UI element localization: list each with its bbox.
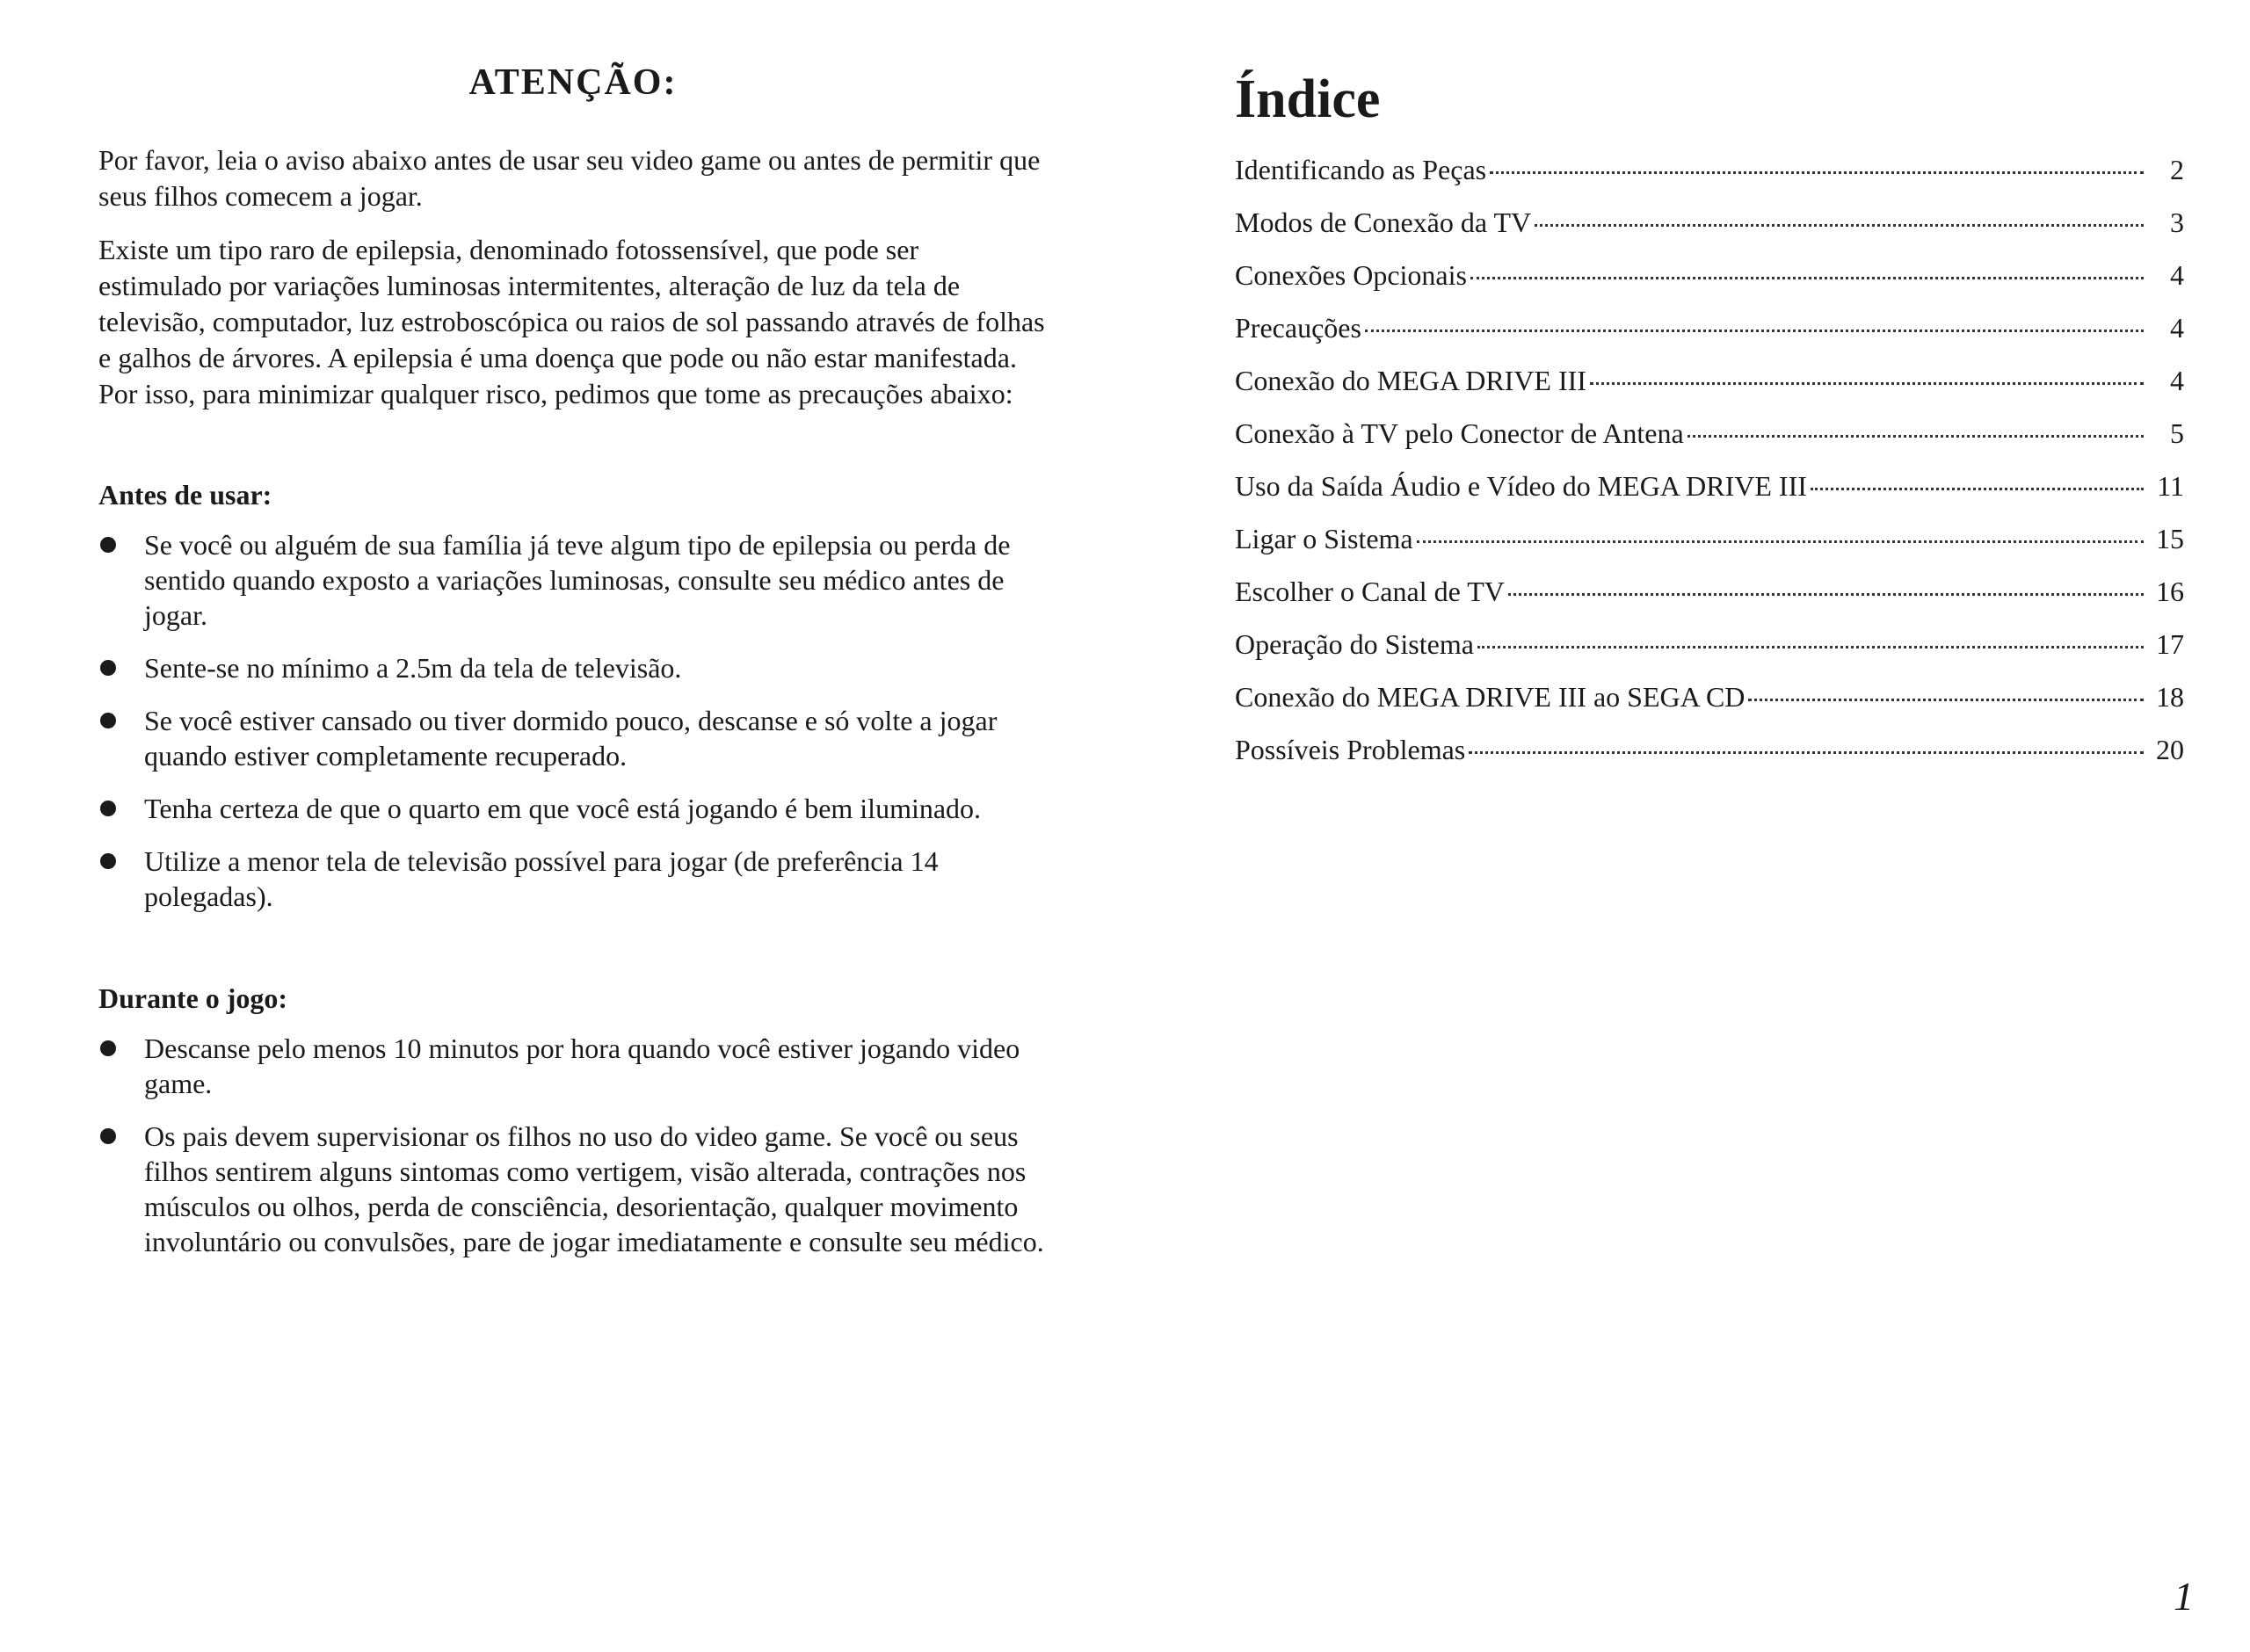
list-item: Se você estiver cansado ou tiver dormido pouco, descanse e só volte a jogar quando estiver completamente recuperado.: [98, 703, 1048, 773]
list-item: Utilize a menor tela de televisão possível para jogar (de preferência 14 polegadas).: [98, 844, 1048, 914]
toc-leader: [1748, 699, 2144, 701]
toc-page: 4: [2170, 312, 2184, 344]
toc-page: 3: [2170, 206, 2184, 238]
index-title: Índice: [1235, 69, 1381, 129]
toc-row: [1235, 628, 2184, 681]
toc-page: 15: [2156, 523, 2184, 554]
toc-page: 16: [2156, 576, 2184, 607]
toc-leader: [1535, 224, 2144, 227]
page-number: 1: [2174, 1574, 2194, 1619]
toc-label: Uso da Saída Áudio e Vídeo do MEGA DRIVE III: [1235, 470, 1807, 502]
toc-leader: [1490, 171, 2144, 174]
toc-page: 11: [2157, 470, 2184, 502]
toc-leader: [1477, 646, 2144, 648]
bullet-icon: [100, 801, 116, 816]
toc-leader: [1417, 540, 2144, 543]
toc-leader: [1365, 330, 2144, 332]
toc-leader: [1469, 751, 2144, 754]
toc-label: Conexão à TV pelo Conector de Antena: [1235, 417, 1684, 449]
toc-label: Conexões Opcionais: [1235, 259, 1467, 291]
bullet-icon: [100, 853, 116, 869]
list-item: Descanse pelo menos 10 minutos por hora quando você estiver jogando video game.: [98, 1031, 1048, 1101]
section-heading-during-game: Durante o jogo:: [98, 982, 288, 1014]
toc-page: 5: [2170, 417, 2184, 449]
toc-page: 18: [2156, 681, 2184, 713]
toc-row: [1235, 312, 2184, 365]
toc-row: [1235, 206, 2184, 259]
toc-row: [1235, 681, 2184, 734]
toc-row: [1235, 470, 2184, 523]
section-heading-before-use: Antes de usar:: [98, 479, 272, 511]
toc-row: [1235, 259, 2184, 312]
bullet-icon: [100, 1040, 116, 1056]
toc-row: [1235, 523, 2184, 576]
bullet-icon: [100, 713, 116, 728]
toc-leader: [1470, 277, 2144, 279]
toc-leader: [1508, 593, 2144, 596]
toc-label: Identificando as Peças: [1235, 154, 1487, 185]
toc-row: [1235, 365, 2184, 417]
toc-label: Conexão do MEGA DRIVE III: [1235, 365, 1586, 396]
bullet-icon: [100, 537, 116, 553]
list-item: Tenha certeza de que o quarto em que você está jogando é bem iluminado.: [98, 791, 1048, 826]
toc-label: Modos de Conexão da TV: [1235, 206, 1532, 238]
toc-row: [1235, 154, 2184, 206]
warning-column: [98, 62, 1048, 1277]
toc-leader: [1811, 488, 2144, 490]
before-use-list: [98, 527, 1048, 914]
toc-label: Precauções: [1235, 312, 1361, 344]
list-item: Sente-se no mínimo a 2.5m da tela de televisão.: [98, 650, 1048, 685]
toc-label: Conexão do MEGA DRIVE III ao SEGA CD: [1235, 681, 1746, 713]
index-column: [1235, 69, 2184, 786]
toc-row: [1235, 417, 2184, 470]
during-game-list: [98, 1031, 1048, 1259]
list-item: Os pais devem supervisionar os filhos no uso do video game. Se você ou seus filhos sentirem alguns sintomas como vertigem, visão alterada, contrações nos músculos ou olhos, perda de consciência, desorientação, qualquer movimento involuntário ou convulsões, pare de jogar imediatamente e consulte seu médico.: [98, 1119, 1048, 1259]
toc-label: Escolher o Canal de TV: [1235, 576, 1505, 607]
toc-page: 20: [2156, 734, 2184, 765]
toc-list: [1235, 154, 2184, 786]
toc-row: [1235, 576, 2184, 628]
bullet-icon: [100, 1128, 116, 1144]
toc-label: Ligar o Sistema: [1235, 523, 1413, 554]
toc-label: Possíveis Problemas: [1235, 734, 1466, 765]
toc-page: 17: [2156, 628, 2184, 660]
bullet-icon: [100, 660, 116, 676]
toc-page: 4: [2170, 365, 2184, 396]
toc-label: Operação do Sistema: [1235, 628, 1474, 660]
intro-paragraph: Por favor, leia o aviso abaixo antes de usar seu video game ou antes de permitir que seus filhos comecem a jogar.: [98, 144, 1041, 212]
list-item: Se você ou alguém de sua família já teve algum tipo de epilepsia ou perda de sentido quando exposto a variações luminosas, consulte seu médico antes de jogar.: [98, 527, 1048, 633]
toc-row: [1235, 734, 2184, 786]
toc-leader: [1688, 435, 2144, 438]
toc-page: 4: [2170, 259, 2184, 291]
warning-title: ATENÇÃO:: [468, 62, 678, 103]
epilepsy-paragraph: Existe um tipo raro de epilepsia, denominado fotossensível, que pode ser estimulado por variações luminosas intermitentes, alteração de luz da tela de televisão, computador, luz estroboscópica ou raios de sol passando através de folhas e galhos de árvores. A epilepsia é uma doença que pode ou não estar manifestada. Por isso, para minimizar qualquer risco, pedimos que tome as precauções abaixo:: [98, 234, 1045, 409]
toc-leader: [1590, 382, 2144, 385]
toc-page: 2: [2170, 154, 2184, 185]
